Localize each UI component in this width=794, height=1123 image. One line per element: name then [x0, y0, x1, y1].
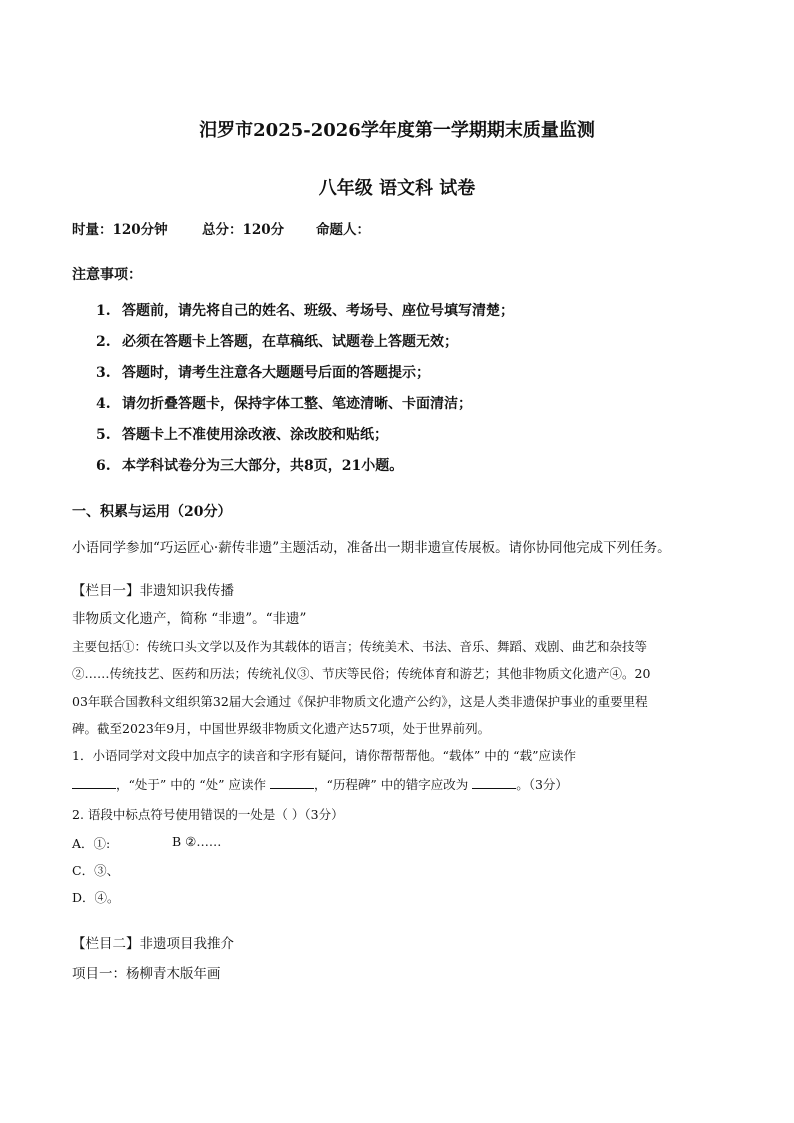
notice-item-number: 2. [96, 334, 111, 350]
notice-item-number: 1. [96, 303, 111, 319]
question-2-stem: 2. 语段中标点符号使用错误的一处是（ ）（3分） [72, 807, 344, 822]
exam-score: 总分：120分 [202, 222, 285, 238]
notice-item [96, 362, 430, 382]
exam-author: 命题人： [316, 222, 370, 238]
answer-blank[interactable] [472, 776, 516, 789]
project-item: 项目一：杨柳青木版年画 [72, 966, 221, 982]
notice-item-number: 3. [96, 365, 111, 381]
notice-heading: 注意事项： [72, 267, 142, 283]
passage-line: 非物质文化遗产，简称 “非遗”。“非遗” [72, 611, 307, 627]
notice-item [96, 455, 403, 475]
notice-item-number: 5. [96, 427, 111, 443]
notice-item [96, 331, 458, 351]
question-1-text: ，“历程碑” 中的错字应改为 [313, 777, 473, 792]
notice-item-text: 答题时，请考生注意各大题题号后面的答题提示； [122, 365, 430, 381]
passage-line: 碑。截至2023年9月，中国世界级非物质文化遗产达57项，处于世界前列。 [72, 721, 491, 736]
page-subtitle: 八年级 语文科 试卷 [318, 178, 476, 199]
section-intro: 小语同学参加“巧运匠心·薪传非遗”主题活动，准备出一期非遗宣传展板。请你协同他完成下列任务。 [72, 540, 671, 556]
question-1-text: ，“处于” 中的 “处” 应读作 [116, 777, 270, 792]
notice-item-text: 请勿折叠答题卡，保持字体工整、笔迹清晰、卡面清洁； [122, 396, 472, 412]
question-1-text: 。（3分） [516, 777, 568, 792]
section-heading: 一、积累与运用（20分） [72, 504, 232, 520]
question-1-stem: 1．小语同学对文段中加点字的读音和字形有疑问，请你帮帮帮他。“载体” 中的 “载”应读作 [72, 748, 576, 763]
option-c[interactable]: C．③、 [72, 863, 120, 878]
exam-time: 时量：120分钟 [72, 222, 168, 238]
passage-line: 主要包括①：传统口头文学以及作为其载体的语言；传统美术、书法、音乐、舞蹈、戏剧、曲艺和杂技等 [72, 639, 648, 654]
column-heading: 【栏目二】非遗项目我推介 [72, 936, 234, 952]
notice-item [96, 393, 472, 413]
notice-item-number: 4. [96, 396, 111, 412]
column-heading: 【栏目一】非遗知识我传播 [72, 583, 234, 599]
notice-item-number: 6. [96, 458, 111, 474]
option-a[interactable]: A．①: [72, 836, 111, 851]
answer-blank[interactable] [72, 776, 116, 789]
notice-item-text: 答题卡上不准使用涂改液、涂改胶和贴纸； [122, 427, 388, 443]
notice-item [96, 300, 514, 320]
passage-line: ②……传统技艺、医药和历法；传统礼仪③、节庆等民俗；传统体育和游艺；其他非物质文化遗产④。20 [72, 666, 651, 681]
question-1-blanks [72, 775, 568, 793]
option-b[interactable]: B ②…… [172, 834, 222, 849]
notice-item [96, 424, 388, 444]
page-title: 汨罗市2025-2026学年度第一学期期末质量监测 [199, 120, 595, 141]
answer-blank[interactable] [270, 776, 314, 789]
notice-item-text: 本学科试卷分为三大部分，共8页，21小题。 [122, 458, 404, 474]
option-d[interactable]: D．④。 [72, 890, 120, 905]
notice-item-text: 必须在答题卡上答题，在草稿纸、试题卷上答题无效； [122, 334, 458, 350]
notice-item-text: 答题前，请先将自己的姓名、班级、考场号、座位号填写清楚； [122, 303, 514, 319]
passage-line: 03年联合国教科文组织第32届大会通过《保护非物质文化遗产公约》，这是人类非遗保护事业的重要里程 [72, 694, 648, 709]
